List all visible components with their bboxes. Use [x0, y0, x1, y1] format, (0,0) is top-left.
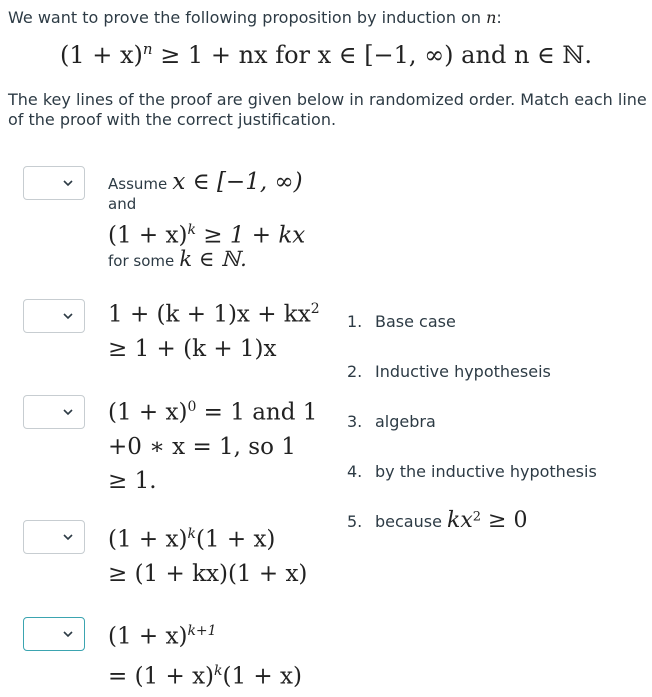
hypothesis-base: (1 + x) [108, 222, 188, 249]
proof-line-4 [108, 517, 307, 591]
answer-math: kx [447, 508, 473, 533]
answer-item [347, 462, 597, 481]
answer-text: Inductive hypotheseis [375, 362, 551, 381]
justification-select-1[interactable] [23, 166, 85, 200]
step-expr: (1 + x) [108, 623, 188, 650]
expansion-expr: 1 + (k + 1)x + kx [108, 301, 311, 328]
proof-line-3 [108, 390, 317, 498]
chevron-down-icon [63, 180, 73, 187]
and-label: and [108, 195, 137, 213]
expansion-bound: ≥ 1 + (k + 1)x [108, 335, 277, 362]
product-factor: (1 + x) [195, 526, 276, 553]
step-rewrite-exponent: k [214, 662, 223, 679]
hypothesis-exponent: k [187, 222, 196, 238]
chevron-down-icon [63, 631, 73, 638]
product-bound: ≥ (1 + kx)(1 + x) [108, 560, 308, 587]
proposition-lhs: (1 + x) [59, 41, 143, 69]
answer-number: 3. [347, 412, 363, 431]
base-equals: = 1 [196, 399, 253, 426]
base-one: 1 [295, 399, 318, 426]
proposition-and: and [461, 41, 507, 69]
chevron-down-icon [63, 313, 73, 320]
proposition-naturals: n ∈ ℕ. [506, 41, 592, 69]
justification-select-3[interactable] [23, 395, 85, 429]
answer-item [347, 362, 551, 381]
chevron-down-icon [63, 534, 73, 541]
intro-text: We want to prove the following proposition by induction on [8, 8, 481, 27]
intro-variable: n [486, 8, 497, 27]
proposition-domain: x ∈ [−1, ∞) [310, 41, 462, 69]
assume-math: x ∈ [−1, ∞) [172, 169, 303, 195]
instructions: The key lines of the proof are given below in randomized order. Match each line of the proof with the correct justification. [8, 90, 647, 129]
for-some-label: for some [108, 252, 175, 270]
answer-item [347, 312, 456, 331]
base-so: so [240, 433, 282, 460]
base-step: +0 ∗ x = 1, [108, 433, 241, 460]
product-exponent: k [187, 526, 196, 542]
base-exponent: 0 [187, 399, 197, 415]
proof-line-5 [108, 614, 302, 693]
chevron-down-icon [63, 409, 73, 416]
proposition-inequality: ≥ 1 + nx [152, 41, 276, 69]
answer-text: algebra [375, 412, 436, 431]
answer-text: Base case [375, 312, 456, 331]
step-rewrite-factor: (1 + x) [222, 663, 302, 690]
answer-text: because [375, 512, 442, 531]
justification-select-4[interactable] [23, 520, 85, 554]
proposition-for: for [275, 41, 310, 69]
answer-number: 1. [347, 312, 363, 331]
base-and: and [252, 399, 296, 426]
base-value: 1 [281, 433, 296, 460]
hypothesis-rest: ≥ 1 + kx [195, 222, 306, 249]
step-rewrite: = (1 + x) [108, 663, 215, 690]
answer-math-rest: ≥ 0 [481, 508, 528, 533]
step-exponent: k+1 [187, 623, 217, 639]
proof-line-2 [108, 292, 320, 366]
answer-math-exponent: 2 [472, 509, 482, 525]
expansion-exponent: 2 [310, 301, 320, 317]
answer-number: 5. [347, 512, 363, 531]
product-expr: (1 + x) [108, 526, 188, 553]
justification-select-5[interactable] [23, 617, 85, 651]
intro-colon: : [496, 8, 502, 27]
answer-number: 4. [347, 462, 363, 481]
question-intro [8, 8, 502, 27]
assume-label: Assume [108, 175, 168, 193]
answer-text: by the inductive hypothesis [375, 462, 597, 481]
proposition-statement [0, 40, 652, 69]
proof-line-1 [108, 165, 305, 271]
for-some-math: k ∈ ℕ. [179, 247, 247, 271]
base-conclusion: ≥ 1. [108, 467, 157, 494]
justification-select-2[interactable] [23, 299, 85, 333]
answer-item [347, 508, 527, 533]
proposition-exponent: n [142, 40, 153, 58]
answer-item [347, 412, 436, 431]
base-expr: (1 + x) [108, 399, 188, 426]
answer-number: 2. [347, 362, 363, 381]
